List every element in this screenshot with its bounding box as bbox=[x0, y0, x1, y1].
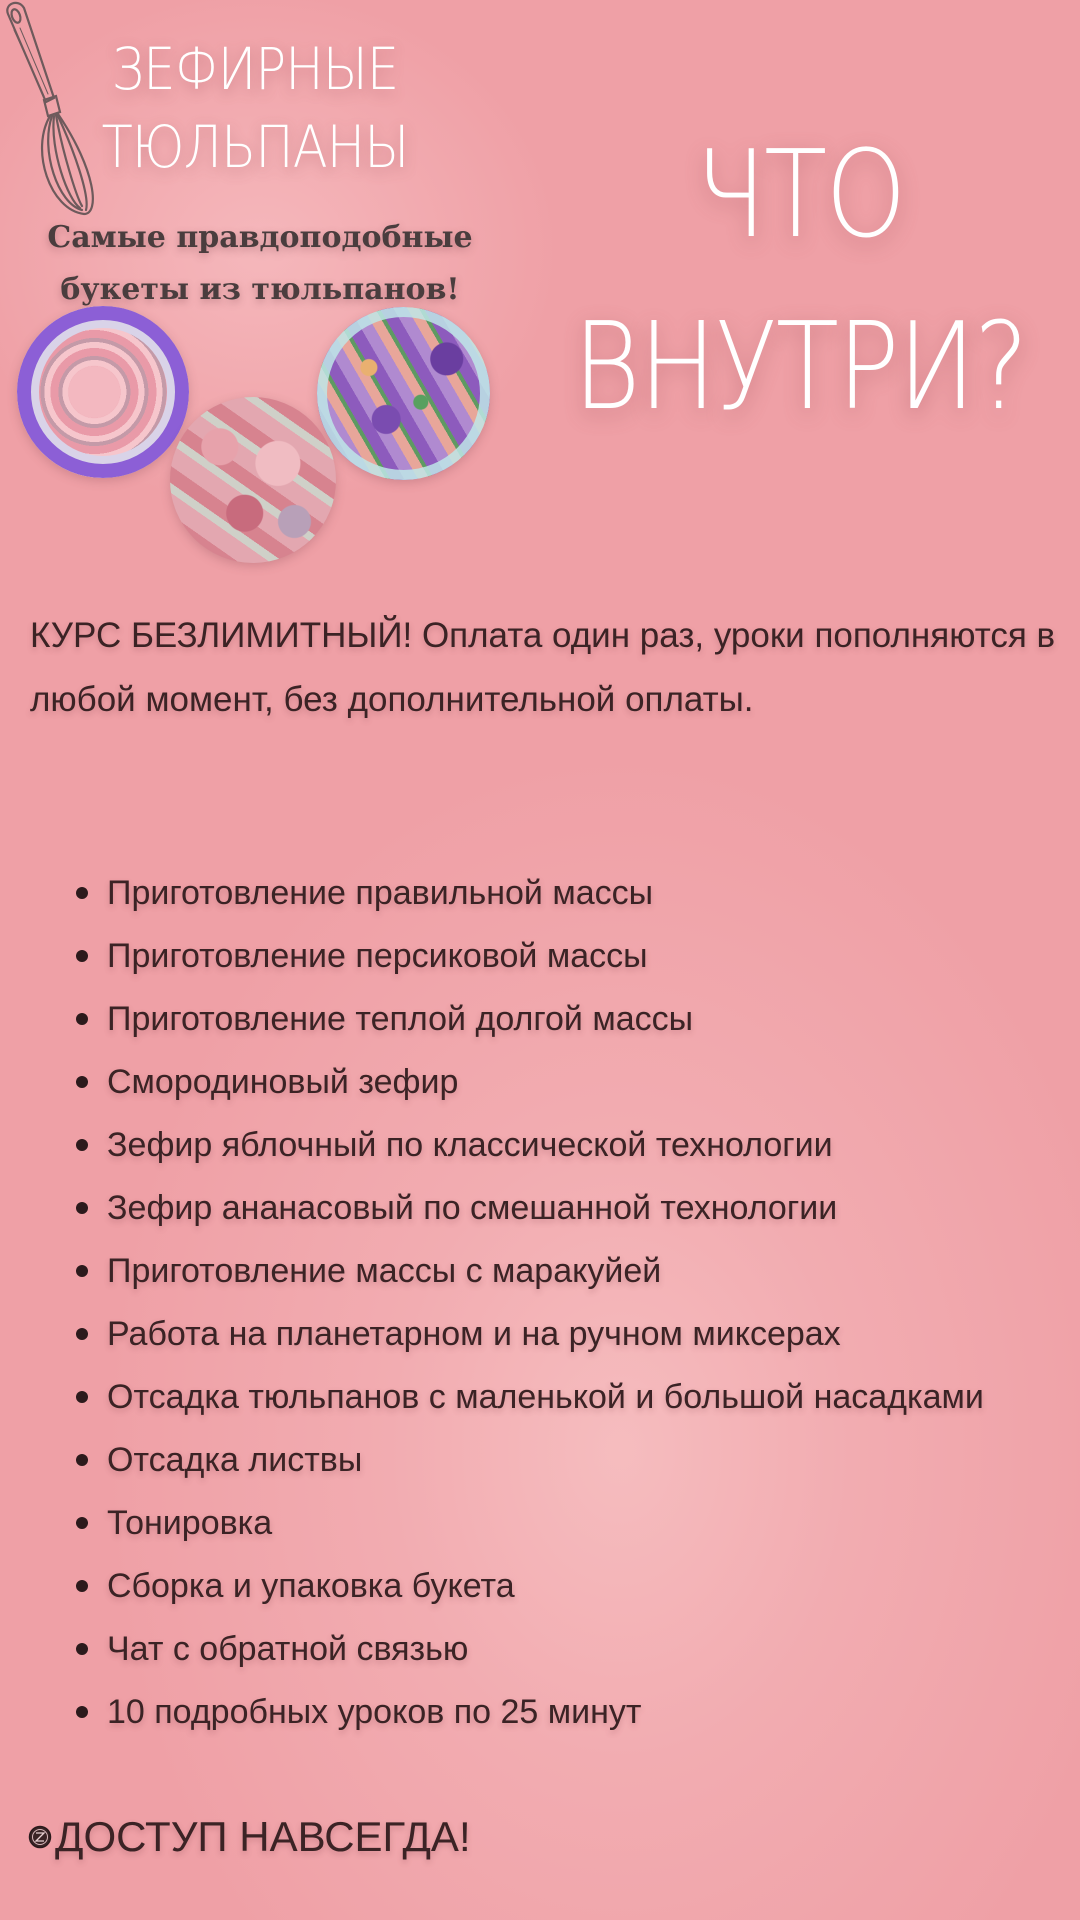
brand-title-line1: ЗЕФИРНЫЕ bbox=[111, 35, 399, 103]
lifetime-access-text: ДОСТУП НАВСЕГДА! bbox=[55, 1813, 471, 1860]
feature-label: Приготовление правильной массы bbox=[107, 874, 654, 912]
bullet-icon bbox=[76, 887, 88, 899]
feature-label: Приготовление персиковой массы bbox=[107, 937, 648, 975]
bullet-icon bbox=[76, 1454, 88, 1466]
feature-label: Приготовление теплой долгой массы bbox=[107, 1000, 694, 1038]
feature-item bbox=[0, 1053, 1080, 1116]
feature-item bbox=[0, 1116, 1080, 1179]
feature-item bbox=[0, 1305, 1080, 1368]
feature-item bbox=[0, 1242, 1080, 1305]
feature-item bbox=[0, 864, 1080, 927]
bullet-icon bbox=[76, 950, 88, 962]
bouquet-photo-purple-wrap bbox=[17, 306, 189, 478]
feature-label: Тонировка bbox=[107, 1504, 273, 1542]
brand-subtitle-line1: Самые правдоподобные bbox=[47, 220, 473, 255]
bullet-icon bbox=[76, 1265, 88, 1277]
course-intro-text: КУРС БЕЗЛИМИТНЫЙ! Оплата один раз, уроки пополняются в любой момент, без дополнительной оплаты. bbox=[30, 616, 1056, 719]
brand-title-line2: ТЮЛЬПАНЫ bbox=[101, 113, 409, 181]
feature-label: Зефир яблочный по классической технологии bbox=[107, 1126, 833, 1164]
feature-label: Сборка и упаковка букета bbox=[107, 1567, 515, 1605]
feature-label: Зефир ананасовый по смешанной технологии bbox=[107, 1189, 838, 1227]
bullet-icon bbox=[76, 1202, 88, 1214]
brand-subtitle bbox=[30, 212, 490, 316]
feature-item bbox=[0, 1620, 1080, 1683]
feature-item bbox=[0, 990, 1080, 1053]
bullet-icon bbox=[76, 1328, 88, 1340]
bullet-icon bbox=[76, 1013, 88, 1025]
brand-title bbox=[83, 30, 426, 186]
feature-list bbox=[0, 864, 1080, 1746]
feature-item bbox=[0, 1431, 1080, 1494]
feature-item bbox=[0, 1368, 1080, 1431]
feature-label: Смородиновый зефир bbox=[107, 1063, 459, 1101]
bullet-icon bbox=[76, 1580, 88, 1592]
bullet-icon bbox=[76, 1517, 88, 1529]
feature-item bbox=[0, 927, 1080, 990]
feature-label: Приготовление массы с маракуйей bbox=[107, 1252, 662, 1290]
feature-item bbox=[0, 1557, 1080, 1620]
lifetime-access-banner bbox=[28, 1812, 471, 1862]
feature-item bbox=[0, 1683, 1080, 1746]
brand-subtitle-line2: букеты из тюльпанов! bbox=[60, 272, 460, 307]
headline-line1: ЧТО bbox=[695, 126, 905, 265]
feature-label: Работа на планетарном и на ручном миксерах bbox=[107, 1315, 841, 1353]
bouquet-photo-purple-peach bbox=[317, 307, 490, 480]
tulips-closeup-photo bbox=[170, 397, 336, 563]
bullet-icon bbox=[76, 1076, 88, 1088]
feature-label: Отсадка листвы bbox=[107, 1441, 363, 1479]
bullet-icon bbox=[76, 1139, 88, 1151]
feature-label: 10 подробных уроков по 25 минут bbox=[107, 1693, 642, 1731]
circle-slash-icon bbox=[28, 1825, 52, 1849]
bullet-icon bbox=[76, 1643, 88, 1655]
page-headline bbox=[559, 110, 1041, 454]
feature-item bbox=[0, 1494, 1080, 1557]
bullet-icon bbox=[76, 1706, 88, 1718]
bullet-icon bbox=[76, 1391, 88, 1403]
headline-line2: ВНУТРИ? bbox=[573, 298, 1027, 437]
feature-label: Отсадка тюльпанов с маленькой и большой насадками bbox=[107, 1378, 984, 1416]
feature-item bbox=[0, 1179, 1080, 1242]
feature-label: Чат с обратной связью bbox=[107, 1630, 469, 1668]
